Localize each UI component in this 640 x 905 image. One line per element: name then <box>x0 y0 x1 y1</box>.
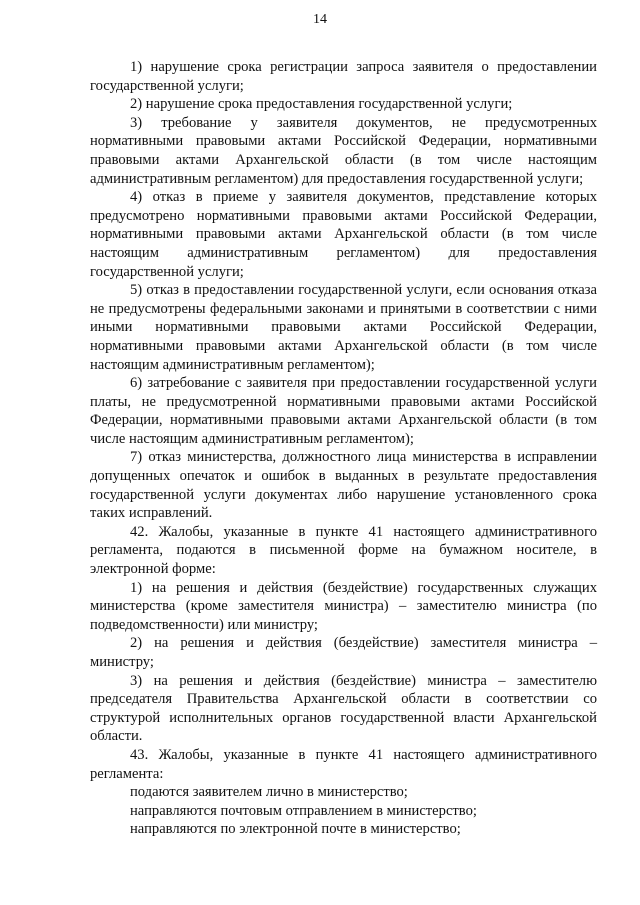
paragraph-42-item-1: 1) на решения и действия (бездействие) государственных служащих министерства (кроме заместителя министра) – заместителю министра (по подведомственности) или министру; <box>90 579 597 633</box>
paragraph-43: 43. Жалобы, указанные в пункте 41 настоящего административного регламента: <box>90 746 597 782</box>
paragraph-item-3: 3) требование у заявителя документов, не предусмотренных нормативными правовыми актами Российской Федерации, нормативными правовыми актами Архангельской области (в том числе настоящим административным регламентом) для предоставления государственной услуги; <box>90 114 597 187</box>
paragraph-43-subitem-2: направляются почтовым отправлением в министерство; <box>130 802 477 819</box>
paragraph-item-7: 7) отказ министерства, должностного лица министерства в исправлении допущенных опечаток и ошибок в выданных в результате предоставления государственной услуги документах либо нарушение установленного срока таких исправлений. <box>90 449 597 522</box>
paragraph-42-item-2: 2) на решения и действия (бездействие) заместителя министра – министру; <box>90 635 597 670</box>
paragraph-item-5: 5) отказ в предоставлении государственной услуги, если основания отказа не предусмотрены федеральными законами и принятыми в соответствии с ними иными нормативными правовыми актами Российской Федерации, нормативными правовыми актами Архангельской области (в том числе настоящим административным регламентом); <box>90 282 597 373</box>
paragraph-43-subitem-3: направляются по электронной почте в министерство; <box>130 821 461 838</box>
paragraph-43-subitem-1: подаются заявителем лично в министерство; <box>130 784 408 801</box>
paragraph-item-2: 2) нарушение срока предоставления государственной услуги; <box>130 96 513 113</box>
paragraph-item-6: 6) затребование с заявителя при предоставлении государственной услуги платы, не предусмотренной нормативными правовыми актами Российской Федерации, нормативными правовыми актами Архангельской области (в том числе настоящим административным регламентом); <box>90 375 597 447</box>
paragraph-42: 42. Жалобы, указанные в пункте 41 настоящего административного регламента, подаются в письменной форме на бумажном носителе, в электронной форме: <box>90 523 597 578</box>
paragraph-item-1: 1) нарушение срока регистрации запроса заявителя о предоставлении государственной услуги; <box>90 59 597 94</box>
paragraph-item-4: 4) отказ в приеме у заявителя документов, представление которых предусмотрено нормативными правовыми актами Российской Федерации, нормативными правовыми актами Архангельской области (в том числе настоящим административным регламентом) для предоставления государственной услуги; <box>90 189 597 280</box>
paragraph-42-item-3: 3) на решения и действия (бездействие) министра – заместителю председателя Правительства Архангельской области в соответствии со структурой исполнительных органов государственной власти Архангельской области. <box>90 672 597 745</box>
document-body <box>90 58 597 839</box>
page-number: 14 <box>313 12 327 27</box>
